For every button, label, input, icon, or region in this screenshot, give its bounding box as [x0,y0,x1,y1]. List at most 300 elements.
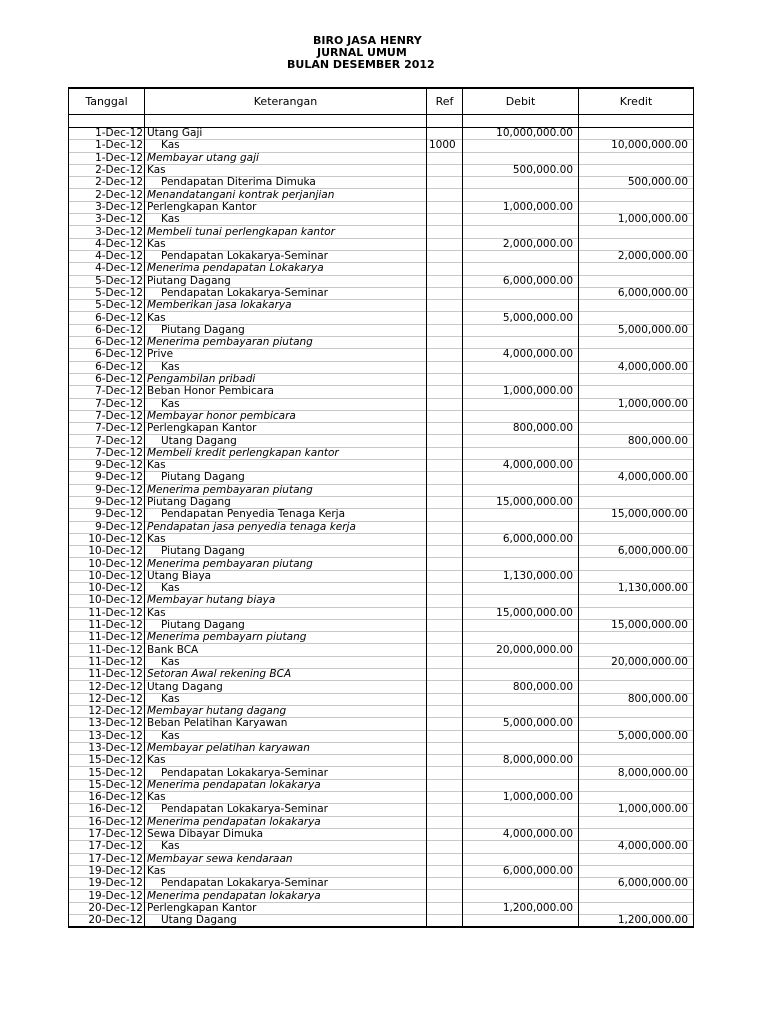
entry-debit [463,337,579,349]
table-row [69,152,694,164]
entry-date: 11-Dec-12 [69,656,145,668]
entry-credit [579,607,694,619]
entry-description: Utang Dagang [145,681,427,693]
entry-date: 6-Dec-12 [69,312,145,324]
entry-ref [427,632,463,644]
entry-date: 4-Dec-12 [69,250,145,262]
entry-credit [579,718,694,730]
table-row [69,214,694,226]
entry-date: 3-Dec-12 [69,214,145,226]
entry-date: 2-Dec-12 [69,164,145,176]
column-header-debit: Debit [463,88,579,115]
entry-credit: 4,000,000.00 [579,472,694,484]
entry-description: Kas [145,841,427,853]
table-row [69,767,694,779]
entry-debit [463,472,579,484]
entry-credit [579,558,694,570]
entry-credit [579,828,694,840]
entry-ref [427,669,463,681]
entry-description: Membayar hutang biaya [145,595,427,607]
entry-credit [579,742,694,754]
entry-credit [579,890,694,902]
entry-credit [579,755,694,767]
entry-date: 3-Dec-12 [69,226,145,238]
table-row [69,300,694,312]
table-row [69,324,694,336]
entry-date: 20-Dec-12 [69,915,145,928]
entry-ref [427,582,463,594]
entry-description: Membayar hutang dagang [145,705,427,717]
table-row [69,361,694,373]
entry-description: Membayar pelatihan karyawan [145,742,427,754]
entry-date: 7-Dec-12 [69,398,145,410]
entry-debit [463,693,579,705]
entry-debit [463,300,579,312]
table-row [69,533,694,545]
entry-debit: 800,000.00 [463,681,579,693]
entry-ref [427,730,463,742]
entry-description: Piutang Dagang [145,496,427,508]
entry-ref [427,128,463,140]
entry-credit [579,644,694,656]
table-row [69,263,694,275]
table-row [69,644,694,656]
document-title: JURNAL UMUM [317,46,407,59]
entry-ref [427,705,463,717]
entry-debit: 15,000,000.00 [463,496,579,508]
entry-description: Kas [145,755,427,767]
entry-description: Kas [145,582,427,594]
entry-credit [579,632,694,644]
entry-date: 6-Dec-12 [69,361,145,373]
entry-debit [463,841,579,853]
column-header-keterangan: Keterangan [145,88,427,115]
entry-date: 11-Dec-12 [69,669,145,681]
entry-description: Kas [145,792,427,804]
table-row [69,878,694,890]
entry-credit [579,386,694,398]
entry-ref [427,373,463,385]
table-row [69,705,694,717]
entry-credit: 1,130,000.00 [579,582,694,594]
table-row [69,570,694,582]
table-row [69,804,694,816]
entry-date: 15-Dec-12 [69,779,145,791]
table-row [69,558,694,570]
entry-credit [579,337,694,349]
entry-credit [579,238,694,250]
table-row [69,890,694,902]
entry-ref [427,656,463,668]
entry-credit: 10,000,000.00 [579,140,694,152]
entry-ref [427,595,463,607]
entry-ref [427,164,463,176]
entry-description: Menerima pendapatan lokakarya [145,816,427,828]
entry-ref [427,410,463,422]
entry-date: 16-Dec-12 [69,816,145,828]
entry-ref [427,890,463,902]
entry-description: Piutang Dagang [145,619,427,631]
entry-ref [427,250,463,262]
entry-ref [427,521,463,533]
entry-date: 10-Dec-12 [69,570,145,582]
entry-debit [463,804,579,816]
entry-date: 17-Dec-12 [69,828,145,840]
entry-description: Pendapatan Lokakarya-Seminar [145,878,427,890]
table-row [69,435,694,447]
entry-description: Pendapatan Penyedia Tenaga Kerja [145,509,427,521]
entry-credit [579,484,694,496]
entry-debit [463,189,579,201]
entry-date: 13-Dec-12 [69,742,145,754]
entry-ref [427,361,463,373]
entry-ref [427,312,463,324]
entry-description: Pendapatan Lokakarya-Seminar [145,804,427,816]
entry-ref [427,152,463,164]
entry-ref [427,878,463,890]
table-row [69,853,694,865]
entry-date: 11-Dec-12 [69,644,145,656]
entry-ref [427,496,463,508]
table-row [69,250,694,262]
entry-credit: 6,000,000.00 [579,287,694,299]
entry-credit: 6,000,000.00 [579,878,694,890]
table-row [69,373,694,385]
entry-ref [427,214,463,226]
entry-description: Menerima pembayaran piutang [145,558,427,570]
entry-ref: 1000 [427,140,463,152]
entry-description: Setoran Awal rekening BCA [145,669,427,681]
entry-debit [463,152,579,164]
entry-date: 16-Dec-12 [69,792,145,804]
table-row [69,816,694,828]
table-row [69,189,694,201]
entry-date: 15-Dec-12 [69,755,145,767]
entry-debit: 20,000,000.00 [463,644,579,656]
entry-date: 10-Dec-12 [69,558,145,570]
table-row [69,828,694,840]
entry-debit: 4,000,000.00 [463,828,579,840]
entry-description: Kas [145,312,427,324]
entry-credit [579,570,694,582]
entry-ref [427,841,463,853]
entry-ref [427,484,463,496]
entry-description: Piutang Dagang [145,275,427,287]
entry-ref [427,767,463,779]
entry-ref [427,915,463,928]
entry-ref [427,238,463,250]
table-row [69,792,694,804]
entry-description: Kas [145,865,427,877]
table-row [69,386,694,398]
entry-debit: 8,000,000.00 [463,755,579,767]
entry-description: Perlengkapan Kantor [145,201,427,213]
table-row [69,410,694,422]
entry-credit [579,312,694,324]
entry-credit: 8,000,000.00 [579,767,694,779]
entry-description: Perlengkapan Kantor [145,902,427,914]
entry-description: Pendapatan Lokakarya-Seminar [145,767,427,779]
entry-ref [427,693,463,705]
entry-date: 9-Dec-12 [69,509,145,521]
entry-description: Kas [145,693,427,705]
entry-debit [463,324,579,336]
entry-date: 9-Dec-12 [69,496,145,508]
table-row [69,693,694,705]
entry-credit [579,816,694,828]
entry-ref [427,570,463,582]
entry-date: 10-Dec-12 [69,582,145,594]
entry-credit [579,275,694,287]
period-label: BULAN DESEMBER 2012 [287,58,435,71]
entry-ref [427,177,463,189]
entry-ref [427,287,463,299]
entry-debit [463,767,579,779]
entry-date: 10-Dec-12 [69,595,145,607]
entry-date: 20-Dec-12 [69,902,145,914]
entry-date: 10-Dec-12 [69,546,145,558]
entry-description: Piutang Dagang [145,324,427,336]
entry-credit: 15,000,000.00 [579,509,694,521]
entry-credit: 15,000,000.00 [579,619,694,631]
entry-date: 13-Dec-12 [69,718,145,730]
entry-ref [427,447,463,459]
table-row [69,164,694,176]
entry-debit [463,853,579,865]
entry-ref [427,533,463,545]
entry-date: 4-Dec-12 [69,263,145,275]
table-row [69,509,694,521]
entry-debit [463,878,579,890]
table-row [69,865,694,877]
entry-debit: 6,000,000.00 [463,533,579,545]
entry-date: 7-Dec-12 [69,386,145,398]
entry-ref [427,189,463,201]
journal-table [68,87,694,928]
entry-description: Pendapatan Lokakarya-Seminar [145,287,427,299]
table-row [69,755,694,767]
entry-credit: 5,000,000.00 [579,730,694,742]
entry-description: Menerima pembayaran piutang [145,337,427,349]
table-row [69,742,694,754]
entry-ref [427,619,463,631]
entry-ref [427,816,463,828]
entry-description: Pendapatan Diterima Dimuka [145,177,427,189]
entry-debit [463,705,579,717]
entry-ref [427,263,463,275]
entry-debit [463,582,579,594]
entry-credit [579,373,694,385]
entry-description: Prive [145,349,427,361]
table-row [69,140,694,152]
entry-ref [427,853,463,865]
table-row [69,582,694,594]
entry-credit [579,496,694,508]
entry-ref [427,865,463,877]
entry-description: Sewa Dibayar Dimuka [145,828,427,840]
entry-credit [579,521,694,533]
entry-debit [463,226,579,238]
entry-credit: 800,000.00 [579,693,694,705]
entry-debit [463,140,579,152]
entry-debit: 1,000,000.00 [463,201,579,213]
entry-debit: 800,000.00 [463,423,579,435]
entry-ref [427,804,463,816]
entry-date: 11-Dec-12 [69,632,145,644]
entry-ref [427,546,463,558]
entry-debit [463,656,579,668]
entry-description: Pengambilan pribadi [145,373,427,385]
entry-date: 4-Dec-12 [69,238,145,250]
entry-credit [579,902,694,914]
entry-credit [579,152,694,164]
entry-date: 1-Dec-12 [69,128,145,140]
entry-date: 12-Dec-12 [69,681,145,693]
table-row [69,496,694,508]
entry-ref [427,779,463,791]
entry-debit [463,287,579,299]
entry-description: Kas [145,238,427,250]
entry-ref [427,386,463,398]
entry-debit [463,632,579,644]
table-row [69,841,694,853]
entry-description: Kas [145,533,427,545]
entry-date: 17-Dec-12 [69,841,145,853]
table-row [69,902,694,914]
entry-credit [579,681,694,693]
table-row [69,287,694,299]
entry-debit [463,816,579,828]
entry-credit [579,533,694,545]
table-row [69,619,694,631]
column-header-kredit: Kredit [579,88,694,115]
entry-ref [427,435,463,447]
entry-ref [427,509,463,521]
entry-debit [463,373,579,385]
entry-debit [463,730,579,742]
entry-description: Membayar honor pembicara [145,410,427,422]
entry-description: Kas [145,398,427,410]
table-header-row [69,88,694,115]
entry-description: Kas [145,140,427,152]
entry-description: Menerima pendapatan lokakarya [145,890,427,902]
table-row [69,656,694,668]
journal-body [69,115,694,928]
entry-date: 7-Dec-12 [69,423,145,435]
entry-credit: 1,000,000.00 [579,804,694,816]
entry-credit: 4,000,000.00 [579,361,694,373]
entry-credit [579,410,694,422]
entry-description: Utang Biaya [145,570,427,582]
entry-credit: 4,000,000.00 [579,841,694,853]
entry-credit [579,226,694,238]
entry-debit [463,250,579,262]
entry-date: 12-Dec-12 [69,705,145,717]
entry-debit [463,521,579,533]
entry-ref [427,460,463,472]
entry-credit [579,669,694,681]
entry-debit [463,779,579,791]
entry-debit [463,263,579,275]
entry-ref [427,275,463,287]
entry-description: Kas [145,656,427,668]
entry-debit [463,669,579,681]
entry-description: Membayar sewa kendaraan [145,853,427,865]
entry-date: 9-Dec-12 [69,484,145,496]
entry-ref [427,349,463,361]
entry-credit: 2,000,000.00 [579,250,694,262]
table-row [69,681,694,693]
column-header-tanggal: Tanggal [69,88,145,115]
entry-debit: 1,000,000.00 [463,792,579,804]
entry-debit [463,890,579,902]
entry-debit: 5,000,000.00 [463,312,579,324]
entry-ref [427,902,463,914]
entry-date: 5-Dec-12 [69,287,145,299]
entry-ref [427,718,463,730]
entry-date: 16-Dec-12 [69,804,145,816]
entry-debit: 500,000.00 [463,164,579,176]
entry-credit: 6,000,000.00 [579,546,694,558]
entry-debit [463,398,579,410]
entry-date: 11-Dec-12 [69,607,145,619]
column-header-ref: Ref [427,88,463,115]
entry-date: 1-Dec-12 [69,152,145,164]
entry-description: Kas [145,214,427,226]
entry-debit [463,546,579,558]
table-row [69,275,694,287]
entry-description: Pendapatan Lokakarya-Seminar [145,250,427,262]
entry-description: Membayar utang gaji [145,152,427,164]
entry-credit [579,349,694,361]
entry-ref [427,607,463,619]
entry-description: Utang Dagang [145,435,427,447]
table-row [69,472,694,484]
entry-ref [427,201,463,213]
entry-date: 10-Dec-12 [69,533,145,545]
entry-date: 2-Dec-12 [69,189,145,201]
entry-credit [579,779,694,791]
entry-credit: 1,200,000.00 [579,915,694,928]
table-row [69,595,694,607]
entry-description: Membeli tunai perlengkapan kantor [145,226,427,238]
entry-description: Kas [145,460,427,472]
entry-debit [463,595,579,607]
entry-credit: 5,000,000.00 [579,324,694,336]
entry-debit [463,558,579,570]
entry-credit [579,865,694,877]
table-row [69,201,694,213]
company-name: BIRO JASA HENRY [313,34,422,47]
entry-debit [463,447,579,459]
entry-description: Piutang Dagang [145,472,427,484]
entry-description: Kas [145,607,427,619]
table-row [69,423,694,435]
entry-description: Menerima pendapatan lokakarya [145,779,427,791]
table-row [69,730,694,742]
entry-description: Menandatangani kontrak perjanjian [145,189,427,201]
entry-date: 6-Dec-12 [69,349,145,361]
table-row [69,632,694,644]
entry-credit: 1,000,000.00 [579,214,694,226]
entry-date: 19-Dec-12 [69,890,145,902]
entry-ref [427,472,463,484]
entry-debit: 6,000,000.00 [463,865,579,877]
entry-credit: 1,000,000.00 [579,398,694,410]
entry-credit: 20,000,000.00 [579,656,694,668]
entry-debit: 4,000,000.00 [463,460,579,472]
entry-debit [463,177,579,189]
